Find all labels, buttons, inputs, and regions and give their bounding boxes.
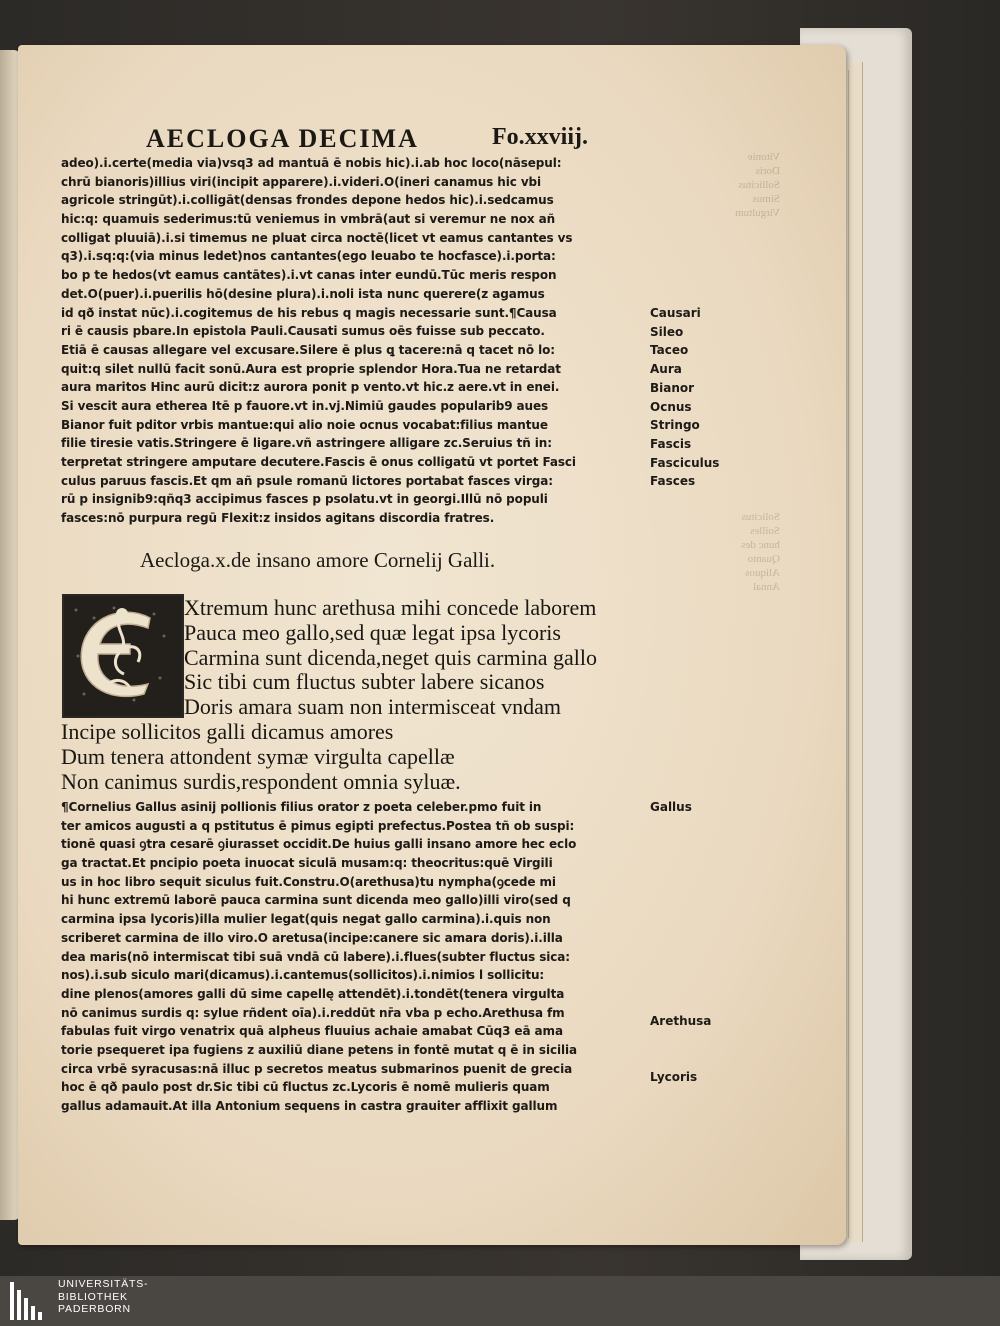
commentary-line: chrū bianoris)illius viri(incipit apparere).i.videri.O(ineri canamus hic vbi (61, 174, 542, 189)
commentary-line: adeo).i.certe(media via)vsq3 ad mantuā ē nobis hic).i.ab hoc loco(nāsepul: (61, 156, 562, 170)
margin-note: Stringo (650, 418, 700, 433)
commentary-line: circa vrbē syracusas:nā illuc p secretos meatus submarinos puenit de grecia (61, 1061, 573, 1076)
commentary-line: us in hoc libro sequit siculus fuit.Constru.O(arethusa)tu nympha(ꝯcede mi (61, 874, 556, 889)
show-through: Vitonie Doris Sollicitus Simus Virgultum (735, 151, 780, 219)
margin-note: Bianor (650, 380, 695, 395)
commentary-line: culus paruus fascis.Et qm añ psule romanū lictores portabat fasces virga: (61, 473, 553, 488)
commentary-line: fabulas fuit virgo venatrix quā alpheus fluuius achaie amabat Cūq3 eā ama (61, 1024, 563, 1039)
verse-line: Incipe sollicitos galli dicamus amores (61, 719, 394, 744)
folio-number: Fo.xxviij. (492, 124, 588, 150)
eclogue-title: Aecloga.x.de insano amore Cornelij Galli. (140, 548, 496, 572)
commentary-line: scriberet carmina de illo viro.O aretusa(incipe:canere sic amara doris).i.illa (61, 930, 563, 945)
commentary-line: fasces:nō purpura regū Flexit:z insidos agitans discordia fratres. (61, 511, 495, 526)
verse-line: Dum tenera attondent symæ virgulta capellæ (61, 743, 455, 769)
commentary-line: ter amicos augusti a q pstitutus ē pimus egipti prefectus.Postea tñ ob suspi: (61, 818, 575, 833)
running-head: AECLOGA DECIMA (146, 124, 419, 153)
library-name (58, 1278, 148, 1316)
commentary-line: hoc ē qð paulo post dr.Sic tibi cū fluctus zc.Lycoris ē nomē mulieris quam (61, 1080, 550, 1095)
commentary-line: filie tiresie vatis.Stringere ē ligare.vñ astringere alligare zc.Seruius tñ in: (61, 436, 552, 451)
commentary-bottom (61, 798, 641, 1116)
commentary-top (61, 154, 641, 528)
commentary-line: nō canimus surdis q: sylue rñdent oīa).i.reddūt nr̄a vba p echo.Arethusa fm (61, 1005, 565, 1020)
margin-note: Taceo (650, 343, 689, 358)
commentary-line: ri ē causis pbare.In epistola Pauli.Causati sumus oēs fuisse sub peccato. (61, 324, 545, 339)
commentary-line: dea maris(nō intermiscat tibi suā vndā cū labere).i.flues(subter fluctus sica: (61, 949, 570, 964)
verse-line: Pauca meo gallo,sed quæ legat ipsa lycoris (184, 619, 561, 645)
verse-line: Sic tibi cum fluctus subter labere sicanos (184, 669, 545, 695)
verses-full-width (61, 720, 531, 794)
margin-notes-top (650, 304, 760, 491)
commentary-line: hi hunc extremū laborē pauca carmina sunt dicenda meo gallo)illi viro(sed q (61, 893, 571, 908)
margin-note: Causari (650, 306, 701, 320)
running-head-line (146, 124, 626, 152)
library-name-line3: PADERBORN (58, 1303, 131, 1315)
verse-line: Carmina sunt dicenda,neget quis carmina gallo (184, 644, 597, 670)
commentary-line: ga tractat.Et pncipio poeta inuocat siculā musam:q: theocritus:quē Virgili (61, 856, 553, 871)
commentary-line: tionē quasi ꝯtra cesarē ꝯiurasset occidit.De huius galli insano amore hec eclo (61, 837, 577, 852)
commentary-line: q3).i.sq:q:(via minus ledet)nos cantantes(ego leuabo te hocfasce).i.porta: (61, 249, 556, 264)
commentary-line: gallus adamauit.At illa Antonium sequens in castra grauiter afflixit gallum (61, 1099, 558, 1113)
margin-note: Ocnus (650, 399, 692, 414)
commentary-line: carmina ipsa lycoris)illa mulier legat(quis negat gallo carmina).i.quis non (61, 912, 551, 927)
commentary-line: hic:q: quamuis sederimus:tū veniemus in vmbrā(aut si veremur ne nox añ (61, 212, 556, 227)
commentary-line: aura maritos Hinc aurū dicit:z aurora ponit p vento.vt hic.z aere.vt in enei. (61, 380, 560, 395)
show-through: Solicitus Soilles hunc des Quanto Aliquos Annal (741, 511, 780, 593)
commentary-line: quit:q silet nullū facit sonū.Aura est proprie splendor Hora.Tua ne retardat (61, 361, 561, 376)
commentary-line: terpretat stringere amputare decutere.Fascis ē onus colligatū vt portet Fasci (61, 455, 576, 469)
margin-note: Fasciculus (650, 455, 720, 470)
verse-line: Non canimus surdis,respondent omnia syluæ. (61, 768, 461, 794)
commentary-line: det.O(puer).i.puerilis hō(desine plura).i.noli ista nunc querere(z agamus (61, 286, 545, 301)
commentary-line: colligat pluuiā).i.si timemus ne pluat circa noctē(licet vt eamus cantantes vs (61, 230, 573, 245)
decorated-initial-e (62, 594, 184, 718)
library-logo-icon (10, 1282, 50, 1320)
verse-line: Doris amara suam non intermisceat vndam (184, 694, 561, 720)
commentary-line: nos).i.sub siculo mari(dicamus).i.cantemus(sollicitos).i.nimios l sollicitu: (61, 968, 545, 983)
facing-page-edge (0, 50, 20, 1220)
commentary-line: Etiā ē causas allegare vel excusare.Silere ē plus ꝗ tacere:nā q tacet nō lo: (61, 342, 555, 357)
margin-note-lycoris: Lycoris (650, 1070, 698, 1084)
library-name-line2: BIBLIOTHEK (58, 1290, 128, 1303)
margin-note: Aura (650, 362, 682, 377)
verses-beside-initial (184, 596, 654, 720)
commentary-line: ¶Cornelius Gallus asinij pollionis filius orator z poeta celeber.pmo fuit in (61, 800, 542, 814)
commentary-line: Bianor fuit pditor vrbis mantue:qui alio noie ocnus vocabat:filius mantue (61, 417, 548, 432)
margin-note: Fasces (650, 474, 696, 489)
commentary-line: agricole stringūt).i.colligāt(densas frondes depone hedos hic).i.sedcamus (61, 193, 554, 208)
commentary-line: id qð instat nūc).i.cogitemus de his rebus q magis necessarie sunt.¶Causa (61, 305, 557, 320)
commentary-line: Si vescit aura etherea Itē p fauore.vt in.vj.Nimiū gaudes popularib9 aues (61, 398, 549, 413)
commentary-line: torie psequeret ipa fugiens z auxiliū diane petens in fontē mutat q ē in sicilia (61, 1042, 578, 1057)
margin-note-arethusa: Arethusa (650, 1014, 712, 1028)
margin-note: Fascis (650, 436, 692, 451)
commentary-line: rū p insignib9:qñq3 accipimus fasces p psolatu.vt in georgi.Illū nō populi (61, 492, 548, 507)
margin-note-gallus: Gallus (650, 800, 692, 814)
library-name-line1: UNIVERSITÄTS- (58, 1278, 149, 1290)
library-footer (0, 1276, 1000, 1326)
commentary-line: bo p te hedos(vt eamus cantātes).i.vt canas inter eundū.Tūc meris respon (61, 268, 557, 283)
verse-line: Xtremum hunc arethusa mihi concede laborem (184, 595, 597, 620)
commentary-line: dine plenos(amores galli dū sime capellę attendēt).i.tondēt(tenera virgulta (61, 986, 565, 1001)
margin-note: Sileo (650, 324, 684, 339)
